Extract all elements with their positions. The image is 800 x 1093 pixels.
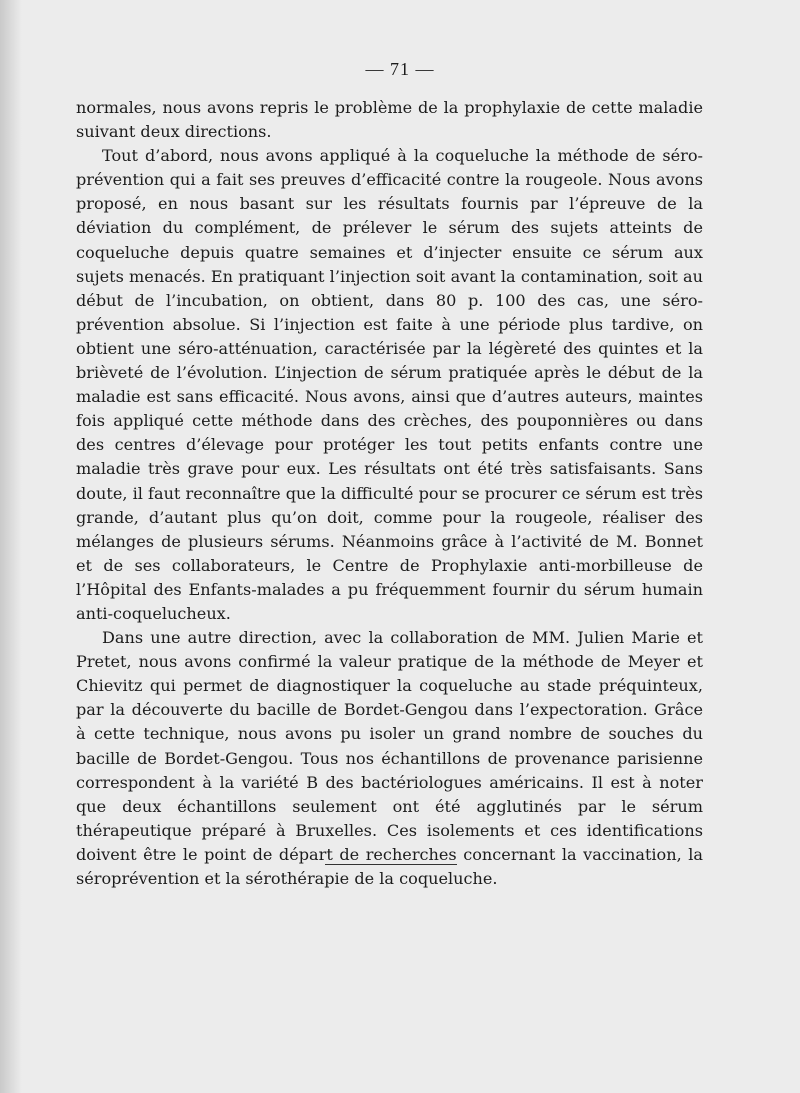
section-divider-rule — [325, 864, 457, 865]
paragraph-diagnosis-method: Dans une autre direction, avec la collaboration de MM. Julien Marie et Pretet, nous avons confirmé la valeur pratique de la méthode de Meyer et Chievitz qui permet de diagnostiquer la coqueluche au stade préquinteux, par la découverte du bacille de Bordet-Gengou dans l’expectoration. Grâce à cette technique, nous avons pu isoler un grand nombre de souches du bacille de Bordet-Gengou. Tous nos échantillons de provenance parisienne correspondent à la variété B des bactériologues américains. Il est à noter que deux échantillons seulement ont été agglutinés par le sérum thérapeutique préparé à Bruxelles. Ces isolements et ces identifications doivent être le point de départ de recherches concernant la vaccination, la séroprévention et la sérothérapie de la coqueluche. — [76, 628, 703, 888]
paragraph-continuation: normales, nous avons repris le problème de la prophylaxie de cette maladie suivant deux directions. — [76, 98, 703, 142]
page-edge-shadow — [0, 0, 22, 1093]
page-number: — 71 — — [365, 59, 435, 79]
body-text — [76, 96, 703, 891]
paragraph-sero-prevention: Tout d’abord, nous avons appliqué à la coqueluche la méthode de séro-prévention qui a fait ses preuves d’efficacité contre la rougeole. Nous avons proposé, en nous basant sur les résultats fournis par l’épreuve de la déviation du complément, de prélever le sérum des sujets atteints de coqueluche depuis quatre semaines et d’injecter ensuite ce sérum aux sujets menacés. En pratiquant l’injection soit avant la contamination, soit au début de l’incubation, on obtient, dans 80 p. 100 des cas, une séro-prévention absolue. Si l’injection est faite à une période plus tardive, on obtient une séro-atténuation, caractérisée par la légèreté des quintes et la brièveté de l’évolution. L’injection de sérum pratiquée après le début de la maladie est sans efficacité. Nous avons, ainsi que d’autres auteurs, maintes fois appliqué cette méthode dans des crèches, des pouponnières ou dans des centres d’élevage pour protéger les tout petits enfants contre une maladie très grave pour eux. Les résultats ont été très satisfaisants. Sans doute, il faut reconnaître que la difficulté pour se procurer ce sérum est très grande, d’autant plus qu’on doit, comme pour la rougeole, réaliser des mélanges de plusieurs sérums. Néanmoins grâce à l’activité de M. Bonnet et de ses collaborateurs, le Centre de Prophylaxie anti-morbilleuse de l’Hôpital des Enfants-malades a pu fréquemment fournir du sérum humain anti-coquelucheux. — [76, 146, 703, 623]
